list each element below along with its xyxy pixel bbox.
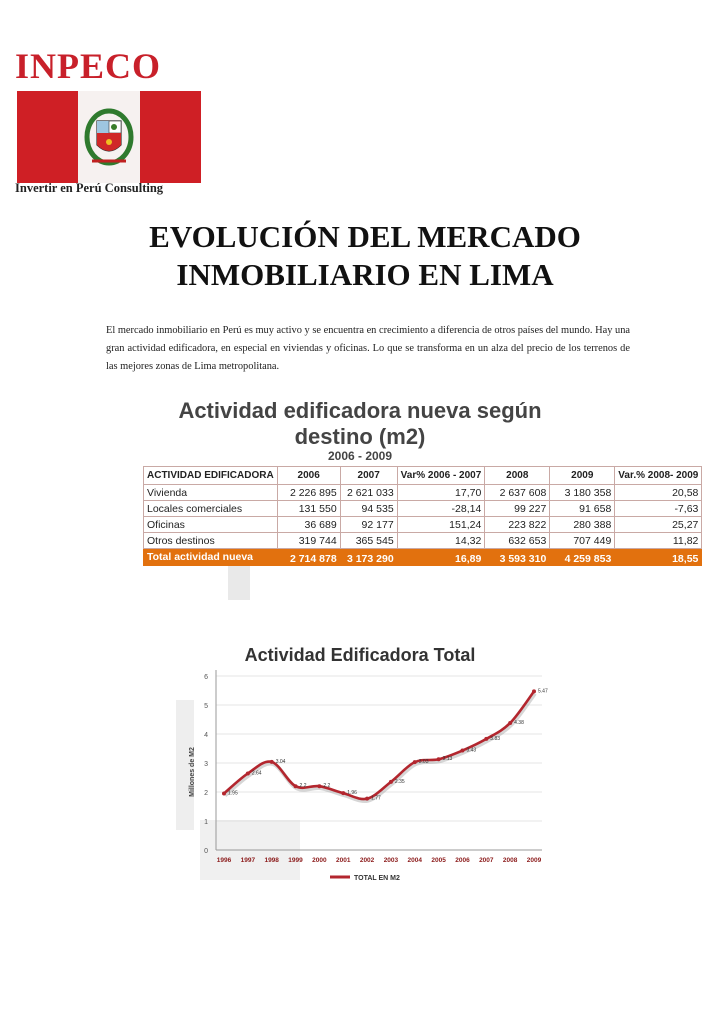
- data-label: 1.77: [371, 795, 381, 802]
- table-cell: 16,89: [397, 549, 485, 566]
- x-tick-label: 2004: [407, 857, 423, 864]
- data-label: 3.04: [275, 758, 286, 765]
- data-label: 3.03: [418, 759, 429, 766]
- x-tick-label: 2008: [502, 857, 518, 864]
- table-cell: 707 449: [550, 533, 615, 549]
- table-cell: 4 259 853: [550, 549, 615, 566]
- data-label: 2.2: [299, 783, 307, 790]
- x-tick-labels: [217, 857, 542, 864]
- table-cell: 20,58: [615, 485, 702, 501]
- chart-title: Actividad Edificadora Total: [244, 645, 476, 665]
- x-tick-label: 2000: [312, 857, 327, 864]
- coat-of-arms-icon: [78, 91, 140, 183]
- legend-label: TOTAL EN M2: [354, 875, 400, 882]
- table-cell: 2 637 608: [485, 485, 550, 501]
- x-tick-label: 2003: [383, 857, 399, 864]
- table-cell: 3 593 310: [485, 549, 550, 566]
- data-label: 3.83: [490, 735, 501, 742]
- table-cell: -28,14: [397, 501, 485, 517]
- x-tick-label: 2006: [455, 857, 470, 864]
- table-cell: 99 227: [485, 501, 550, 517]
- x-tick-label: 2002: [359, 857, 375, 864]
- table-cell: 3 173 290: [340, 549, 397, 566]
- data-point: [532, 689, 536, 693]
- data-point: [413, 760, 417, 764]
- table-cell: 94 535: [340, 501, 397, 517]
- inpeco-logo: [15, 45, 203, 195]
- table-cell: 2 621 033: [340, 485, 397, 501]
- y-tick-label: 6: [204, 674, 208, 681]
- table-header-cell: 2006: [277, 467, 340, 485]
- table-cell: 2 714 878: [277, 549, 340, 566]
- x-tick-label: 2005: [431, 857, 446, 864]
- table-header-cell: 2009: [550, 467, 615, 485]
- table-cell: 91 658: [550, 501, 615, 517]
- y-tick-labels: [204, 674, 208, 855]
- y-tick-label: 5: [204, 703, 208, 710]
- x-tick-label: 1998: [264, 857, 279, 864]
- y-axis-label: Millones de M2: [189, 747, 196, 797]
- watermark-shape: [228, 560, 250, 600]
- y-tick-label: 1: [204, 819, 208, 826]
- page-title: EVOLUCIÓN DEL MERCADO INMOBILIARIO EN LIMA: [149, 219, 581, 292]
- table-row: [144, 501, 702, 517]
- table-cell: 2 226 895: [277, 485, 340, 501]
- table-cell: 151,24: [397, 517, 485, 533]
- x-tick-label: 1996: [216, 857, 232, 864]
- table-cell: Total actividad nueva: [144, 549, 278, 566]
- data-label: 2.2: [323, 783, 331, 790]
- table-row: [144, 517, 702, 533]
- table-header-cell: ACTIVIDAD EDIFICADORA: [144, 467, 278, 485]
- series-line: [224, 691, 534, 799]
- data-label: 2.64: [251, 770, 262, 777]
- logo-name: INPECO: [15, 46, 162, 86]
- data-point: [389, 780, 393, 784]
- x-tick-label: 2007: [479, 857, 494, 864]
- data-label: 3.43: [466, 747, 477, 754]
- table-cell: 14,32: [397, 533, 485, 549]
- data-label: 4.38: [514, 719, 524, 726]
- peru-flag-image: [17, 91, 201, 183]
- chart-series: [222, 689, 536, 801]
- table-header-row: [144, 467, 702, 485]
- data-point: [270, 760, 274, 764]
- data-point: [294, 784, 298, 788]
- x-tick-label: 1997: [240, 857, 256, 864]
- data-point: [222, 791, 226, 795]
- table-cell: 223 822: [485, 517, 550, 533]
- table-title: Actividad edificadora nueva según destino (m2): [178, 398, 542, 449]
- data-point: [484, 737, 488, 741]
- table-cell: -7,63: [615, 501, 702, 517]
- table-header-cell: Var% 2006 - 2007: [397, 467, 485, 485]
- data-point: [460, 749, 464, 753]
- table-row: [144, 485, 702, 501]
- table-cell: Locales comerciales: [144, 501, 278, 517]
- table-cell: Vivienda: [144, 485, 278, 501]
- data-label: 1.95: [228, 790, 238, 797]
- table-cell: 365 545: [340, 533, 397, 549]
- y-tick-label: 0: [204, 848, 208, 855]
- intro-paragraph: El mercado inmobiliario en Perú es muy activo y se encuentra en crecimiento a diferencia de otros países del mundo. Hay una gran actividad edificadora, en especial en viviendas y oficinas. Lo que se transforma en un alza del precio de los terrenos de las mejores zonas de Lima metropolitana.: [106, 325, 630, 372]
- series-shadow: [225, 693, 535, 801]
- table-cell: 17,70: [397, 485, 485, 501]
- line-chart: [180, 664, 560, 894]
- table-cell: 36 689: [277, 517, 340, 533]
- chart-axes: [216, 670, 542, 850]
- table-header-cell: 2007: [340, 467, 397, 485]
- y-tick-label: 2: [204, 790, 208, 797]
- table-cell: 11,82: [615, 533, 702, 549]
- y-tick-label: 4: [204, 732, 208, 739]
- x-tick-label: 2009: [526, 857, 542, 864]
- table-header-cell: 2008: [485, 467, 550, 485]
- data-point: [437, 757, 441, 761]
- table-cell: 319 744: [277, 533, 340, 549]
- y-tick-label: 3: [204, 761, 208, 768]
- table-row: [144, 533, 702, 549]
- data-point: [508, 721, 512, 725]
- logo-tagline: Invertir en Perú Consulting: [15, 181, 164, 195]
- data-point: [317, 784, 321, 788]
- table-cell: 280 388: [550, 517, 615, 533]
- table-cell: Otros destinos: [144, 533, 278, 549]
- construction-activity-table: [143, 466, 702, 566]
- table-cell: 632 653: [485, 533, 550, 549]
- data-label: 5.47: [538, 688, 548, 695]
- table-years: 2006 - 2009: [327, 449, 393, 463]
- table-cell: 25,27: [615, 517, 702, 533]
- table-total-row: [144, 549, 702, 566]
- table-cell: 18,55: [615, 549, 702, 566]
- table-cell: 131 550: [277, 501, 340, 517]
- chart-legend: [330, 875, 400, 882]
- data-label: 2.35: [394, 778, 405, 785]
- data-point: [365, 797, 369, 801]
- table-cell: 3 180 358: [550, 485, 615, 501]
- data-label: 1.96: [347, 790, 357, 797]
- x-tick-label: 2001: [335, 857, 351, 864]
- table-cell: Oficinas: [144, 517, 278, 533]
- table-header-cell: Var.% 2008- 2009: [615, 467, 702, 485]
- table-cell: 92 177: [340, 517, 397, 533]
- x-tick-label: 1999: [288, 857, 303, 864]
- data-point: [341, 791, 345, 795]
- data-point: [246, 771, 250, 775]
- data-label: 3.13: [442, 756, 453, 763]
